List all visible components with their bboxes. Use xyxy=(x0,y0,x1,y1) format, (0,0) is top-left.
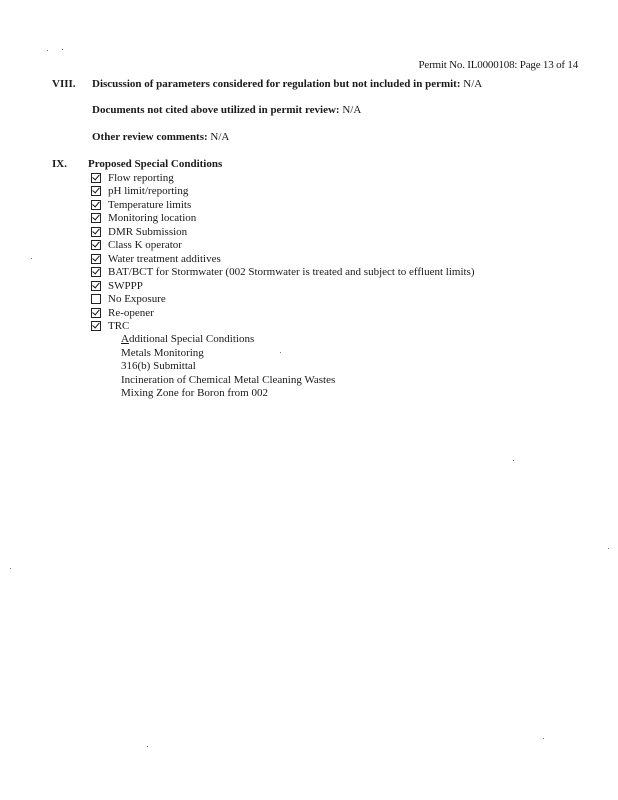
checklist-item xyxy=(91,225,187,238)
checklist-label: BAT/BCT for Stormwater (002 Stormwater is treated and subject to effluent limits) xyxy=(108,266,475,278)
checkbox-icon xyxy=(91,213,101,223)
scan-speck xyxy=(280,352,281,353)
additional-condition-item: Incineration of Chemical Metal Cleaning Wastes xyxy=(121,373,336,386)
checklist-label: Flow reporting xyxy=(108,171,174,184)
checklist-item xyxy=(91,212,196,225)
checkbox-icon xyxy=(91,200,101,210)
checklist-item xyxy=(91,252,221,265)
scan-speck xyxy=(543,738,544,739)
checklist-label: DMR Submission xyxy=(108,225,188,238)
checklist-label: No Exposure xyxy=(108,293,166,305)
section-viii-title-value: N/A xyxy=(463,78,483,90)
checklist-label: Monitoring location xyxy=(108,212,197,224)
documents-not-cited-line xyxy=(92,104,361,116)
section-ix-title: Proposed Special Conditions xyxy=(88,158,223,170)
checklist-label: Re-opener xyxy=(108,306,154,319)
other-comments-value: N/A xyxy=(210,131,230,143)
checkbox-icon xyxy=(91,227,101,237)
scan-speck xyxy=(31,258,32,259)
checklist-label: Water treatment additives xyxy=(108,252,221,265)
checklist-label: Temperature limits xyxy=(108,198,192,211)
checkbox-icon xyxy=(91,254,101,264)
checklist-item xyxy=(91,266,475,279)
section-viii-title: Discussion of parameters considered for regulation but not included in permit: xyxy=(92,78,461,90)
checkbox-icon xyxy=(91,321,101,331)
checkbox-icon xyxy=(91,173,101,183)
checklist-item xyxy=(91,306,154,319)
checklist-label: Class K operator xyxy=(108,239,182,251)
checkbox-icon xyxy=(91,267,101,277)
scan-speck xyxy=(47,50,48,51)
additional-condition-item: 316(b) Submittal xyxy=(121,360,196,372)
checklist-item xyxy=(91,171,174,184)
scan-speck xyxy=(147,746,148,747)
scan-speck xyxy=(608,548,609,549)
additional-conditions-heading: Additional Special Conditions xyxy=(121,333,255,345)
scan-speck xyxy=(10,568,11,569)
checklist-label: SWPPP xyxy=(108,279,143,292)
permit-page-header: Permit No. IL0000108: Page 13 of 14 xyxy=(418,59,578,71)
additional-condition-item: Metals Monitoring xyxy=(121,346,204,359)
scan-speck xyxy=(62,49,63,50)
checkbox-icon xyxy=(91,240,101,250)
checkbox-icon xyxy=(91,294,101,304)
checkbox-icon xyxy=(91,281,101,291)
checklist-item xyxy=(91,185,188,198)
checklist-item xyxy=(91,320,129,333)
checklist-label: pH limit/reporting xyxy=(108,185,189,197)
checklist-item xyxy=(91,279,143,292)
other-review-comments-line xyxy=(92,131,229,143)
other-comments-label: Other review comments: xyxy=(92,131,208,143)
section-viii-number: VIII. xyxy=(52,78,76,90)
documents-value: N/A xyxy=(342,104,362,116)
checklist-item xyxy=(91,198,191,211)
checklist-label: TRC xyxy=(108,320,130,332)
section-ix-number: IX. xyxy=(52,158,67,170)
checklist-item xyxy=(91,293,166,306)
documents-label: Documents not cited above utilized in permit review: xyxy=(92,104,340,116)
checklist-item xyxy=(91,239,182,252)
checkbox-icon xyxy=(91,186,101,196)
checkbox-icon xyxy=(91,308,101,318)
additional-condition-item: Mixing Zone for Boron from 002 xyxy=(121,387,268,399)
section-viii-heading xyxy=(92,78,482,90)
scan-speck xyxy=(513,460,514,461)
